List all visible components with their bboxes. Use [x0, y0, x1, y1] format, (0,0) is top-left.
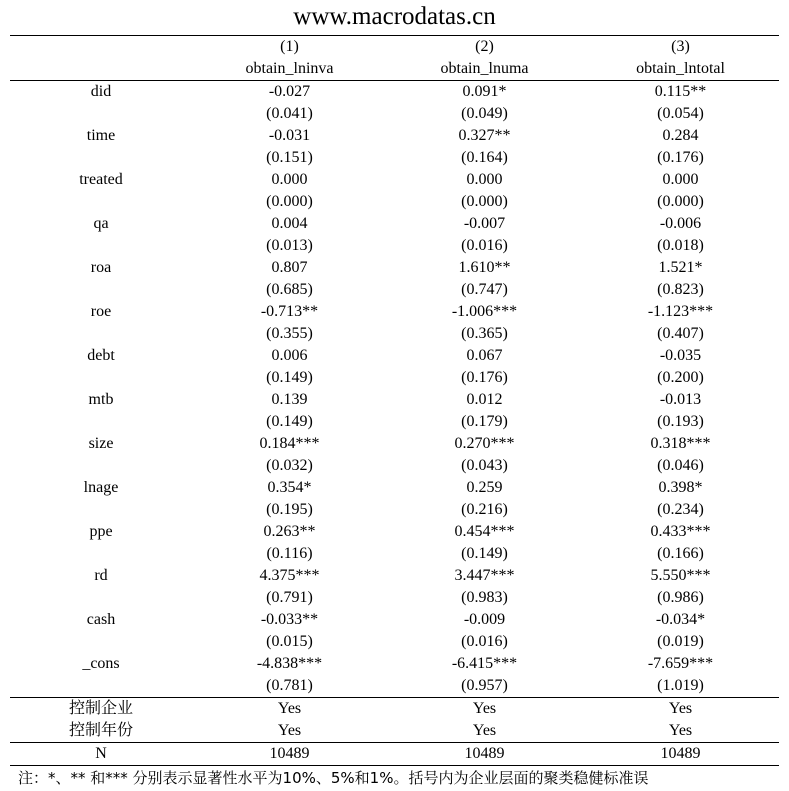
standard-error-cell: (0.747) — [461, 281, 508, 298]
coefficient-cell: -0.033** — [260, 611, 319, 628]
row-blank — [10, 411, 192, 433]
coefficient-cell: 4.375*** — [259, 567, 320, 584]
coef-row — [10, 169, 779, 191]
coefficient-cell: -0.009 — [463, 611, 506, 628]
coefficient-cell: -0.027 — [268, 83, 311, 100]
standard-error-row — [10, 675, 779, 698]
coefficient-cell: 0.433*** — [650, 523, 711, 540]
header-blank — [10, 58, 192, 81]
row-blank — [10, 191, 192, 213]
coefficient-cell: 0.284 — [662, 127, 699, 144]
coefficient-cell: -4.838*** — [256, 655, 323, 672]
variable-name: debt — [87, 347, 115, 364]
variable-name: lnage — [83, 479, 119, 496]
column-number: (2) — [475, 38, 494, 55]
standard-error-cell: (0.164) — [461, 149, 508, 166]
standard-error-cell: (0.116) — [266, 545, 313, 562]
variable-name: _cons — [82, 655, 120, 672]
standard-error-cell: (0.216) — [461, 501, 508, 518]
column-number: (1) — [280, 38, 299, 55]
coef-row — [10, 389, 779, 411]
standard-error-cell: (0.015) — [266, 633, 313, 650]
coefficient-cell: 5.550*** — [650, 567, 711, 584]
coefficient-cell: -0.006 — [659, 215, 702, 232]
standard-error-cell: (0.000) — [461, 193, 508, 210]
control-value: Yes — [387, 720, 582, 743]
standard-error-cell: (0.176) — [461, 369, 508, 386]
coefficient-cell: 0.091* — [462, 83, 507, 100]
standard-error-cell: (0.049) — [461, 105, 508, 122]
observations-value: 10489 — [387, 743, 582, 766]
standard-error-cell: (0.054) — [657, 105, 704, 122]
row-blank — [10, 147, 192, 169]
standard-error-row — [10, 323, 779, 345]
coefficient-cell: 0.000 — [662, 171, 699, 188]
coefficient-cell: 0.012 — [466, 391, 503, 408]
standard-error-cell: (0.016) — [461, 237, 508, 254]
standard-error-row — [10, 455, 779, 477]
standard-error-cell: (0.013) — [266, 237, 313, 254]
variable-name: did — [90, 83, 112, 100]
coef-row — [10, 125, 779, 147]
standard-error-row — [10, 411, 779, 433]
variable-name: qa — [93, 215, 109, 232]
standard-error-cell: (1.019) — [582, 675, 779, 698]
row-blank — [10, 367, 192, 389]
column-number: (3) — [671, 38, 690, 55]
standard-error-row — [10, 587, 779, 609]
standard-error-cell: (0.032) — [266, 457, 313, 474]
coefficient-cell: 0.115** — [654, 83, 707, 100]
standard-error-cell: (0.166) — [657, 545, 704, 562]
standard-error-row — [10, 147, 779, 169]
coefficient-cell: 3.447*** — [454, 567, 515, 584]
standard-error-cell: (0.041) — [266, 105, 313, 122]
coefficient-cell: -6.415*** — [451, 655, 518, 672]
standard-error-cell: (0.149) — [266, 413, 313, 430]
coef-row — [10, 477, 779, 499]
coefficient-cell: 0.004 — [271, 215, 308, 232]
standard-error-cell: (0.176) — [657, 149, 704, 166]
coefficient-cell: 0.354* — [267, 479, 312, 496]
page-title: www.macrodatas.cn — [293, 3, 496, 30]
standard-error-cell: (0.781) — [192, 675, 387, 698]
coef-row — [10, 521, 779, 543]
regression-table — [10, 36, 779, 766]
row-blank — [10, 675, 192, 698]
row-blank — [10, 103, 192, 125]
column-name-row — [10, 58, 779, 81]
coefficient-cell: -0.034* — [655, 611, 706, 628]
standard-error-cell: (0.043) — [461, 457, 508, 474]
standard-error-row — [10, 279, 779, 301]
coefficient-cell: 1.610** — [458, 259, 511, 276]
coefficient-cell: -7.659*** — [647, 655, 714, 672]
control-value: Yes — [582, 720, 779, 743]
coefficient-cell: 0.318*** — [650, 435, 711, 452]
control-row — [10, 720, 779, 743]
column-name: obtain_lninva — [192, 58, 387, 81]
standard-error-cell: (0.957) — [387, 675, 582, 698]
standard-error-cell: (0.986) — [657, 589, 704, 606]
standard-error-cell: (0.791) — [266, 589, 313, 606]
coefficient-cell: 0.006 — [271, 347, 308, 364]
coef-row — [10, 301, 779, 323]
coefficient-cell: 0.807 — [271, 259, 308, 276]
coef-row — [10, 81, 779, 104]
coefficient-cell: -0.035 — [659, 347, 702, 364]
standard-error-cell: (0.046) — [657, 457, 704, 474]
observations-row — [10, 743, 779, 766]
coefficient-cell: 1.521* — [658, 259, 703, 276]
control-label: 控制年份 — [10, 720, 192, 743]
coefficient-cell: 0.259 — [466, 479, 503, 496]
variable-name: treated — [79, 171, 123, 188]
standard-error-row — [10, 543, 779, 565]
variable-name: rd — [94, 567, 108, 584]
standard-error-cell: (0.355) — [266, 325, 313, 342]
standard-error-cell: (0.000) — [657, 193, 704, 210]
coefficient-cell: 0.270*** — [454, 435, 515, 452]
row-blank — [10, 587, 192, 609]
coefficient-cell: -0.007 — [463, 215, 506, 232]
coef-row — [10, 257, 779, 279]
coefficient-cell: -0.031 — [268, 127, 311, 144]
control-value: Yes — [277, 700, 302, 717]
observations-value: 10489 — [582, 743, 779, 766]
coef-row — [10, 653, 779, 675]
standard-error-cell: (0.151) — [266, 149, 313, 166]
coefficient-cell: -1.123*** — [647, 303, 714, 320]
standard-error-cell: (0.407) — [657, 325, 704, 342]
row-blank — [10, 455, 192, 477]
standard-error-row — [10, 499, 779, 521]
coef-row — [10, 433, 779, 455]
coef-row — [10, 565, 779, 587]
coefficient-cell: -0.013 — [659, 391, 702, 408]
coefficient-cell: 0.184*** — [259, 435, 320, 452]
variable-name: roe — [90, 303, 112, 320]
column-number-row — [10, 36, 779, 58]
control-row — [10, 698, 779, 721]
coef-row — [10, 609, 779, 631]
column-name: obtain_lnuma — [387, 58, 582, 81]
observations-label: N — [10, 743, 192, 766]
column-name: obtain_lntotal — [582, 58, 779, 81]
row-blank — [10, 235, 192, 257]
standard-error-cell: (0.019) — [657, 633, 704, 650]
header-blank — [10, 36, 192, 58]
row-blank — [10, 543, 192, 565]
coef-row — [10, 213, 779, 235]
table-note: 注：*、** 和*** 分别表示显著性水平为10%、5%和1%。括号内为企业层面的聚类稳健标准误 — [18, 769, 649, 787]
coefficient-cell: 0.327** — [458, 127, 511, 144]
standard-error-cell: (0.983) — [461, 589, 508, 606]
standard-error-cell: (0.149) — [266, 369, 313, 386]
standard-error-cell: (0.365) — [461, 325, 508, 342]
standard-error-cell: (0.149) — [461, 545, 508, 562]
row-blank — [10, 323, 192, 345]
coef-row — [10, 345, 779, 367]
standard-error-row — [10, 235, 779, 257]
regression-table-body — [10, 36, 779, 766]
standard-error-cell: (0.200) — [657, 369, 704, 386]
row-blank — [10, 631, 192, 653]
variable-name: time — [86, 127, 116, 144]
standard-error-row — [10, 631, 779, 653]
standard-error-cell: (0.823) — [657, 281, 704, 298]
row-blank — [10, 279, 192, 301]
coefficient-cell: 0.398* — [658, 479, 703, 496]
variable-name: ppe — [89, 523, 113, 540]
variable-name: cash — [86, 611, 116, 628]
coefficient-cell: 0.067 — [466, 347, 503, 364]
standard-error-cell: (0.179) — [461, 413, 508, 430]
standard-error-cell: (0.685) — [266, 281, 313, 298]
standard-error-cell: (0.195) — [266, 501, 313, 518]
control-value: Yes — [472, 700, 497, 717]
control-value: Yes — [192, 720, 387, 743]
standard-error-cell: (0.234) — [657, 501, 704, 518]
standard-error-row — [10, 103, 779, 125]
standard-error-cell: (0.016) — [461, 633, 508, 650]
variable-name: mtb — [88, 391, 114, 408]
variable-name: size — [88, 435, 114, 452]
coefficient-cell: -0.713** — [260, 303, 319, 320]
standard-error-cell: (0.193) — [657, 413, 704, 430]
standard-error-row — [10, 191, 779, 213]
coefficient-cell: 0.139 — [271, 391, 308, 408]
row-blank — [10, 499, 192, 521]
variable-name: roa — [90, 259, 112, 276]
control-value: Yes — [668, 700, 693, 717]
standard-error-cell: (0.000) — [266, 193, 313, 210]
coefficient-cell: 0.000 — [271, 171, 308, 188]
coefficient-cell: -1.006*** — [451, 303, 518, 320]
control-label: 控制企业 — [68, 700, 133, 717]
coefficient-cell: 0.454*** — [454, 523, 515, 540]
observations-value: 10489 — [192, 743, 387, 766]
standard-error-row — [10, 367, 779, 389]
coefficient-cell: 0.000 — [466, 171, 503, 188]
standard-error-cell: (0.018) — [657, 237, 704, 254]
coefficient-cell: 0.263** — [263, 523, 316, 540]
